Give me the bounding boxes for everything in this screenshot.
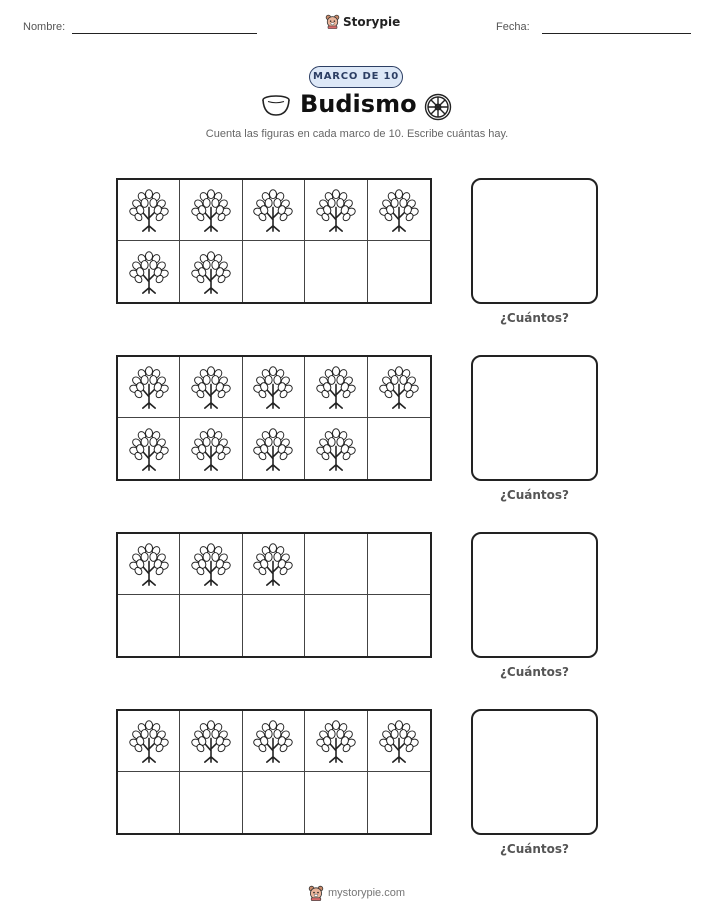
bodhi-tree-icon xyxy=(127,542,171,586)
ten-frame-cell xyxy=(118,534,180,595)
bear-mascot-icon xyxy=(325,14,340,29)
worksheet-type-badge: MARCO DE 10 xyxy=(309,66,403,88)
ten-frame-cell xyxy=(305,595,367,656)
bodhi-tree-icon xyxy=(189,188,233,232)
ten-frame-cell xyxy=(180,711,242,772)
ten-frame-cell xyxy=(368,595,430,656)
ten-frame-cell xyxy=(368,241,430,302)
count-prompt: ¿Cuántos? xyxy=(499,311,570,325)
bodhi-tree-icon xyxy=(251,365,295,409)
bodhi-tree-icon xyxy=(251,427,295,471)
ten-frame-cell xyxy=(180,595,242,656)
dharma-wheel-icon xyxy=(424,93,452,121)
brand-logo xyxy=(325,14,400,29)
bodhi-tree-icon xyxy=(377,719,421,763)
ten-frame-cell xyxy=(118,357,180,418)
ten-frame-cell xyxy=(118,772,180,833)
brand-name: Storypie xyxy=(343,14,401,29)
ten-frame-cell xyxy=(368,534,430,595)
bodhi-tree-icon xyxy=(127,427,171,471)
bodhi-tree-icon xyxy=(189,542,233,586)
bodhi-tree-icon xyxy=(189,719,233,763)
ten-frame-cell xyxy=(305,357,367,418)
ten-frame-cell xyxy=(368,418,430,479)
bodhi-tree-icon xyxy=(127,188,171,232)
ten-frame-cell xyxy=(180,772,242,833)
count-prompt: ¿Cuántos? xyxy=(499,842,570,856)
ten-frame-cell xyxy=(305,711,367,772)
count-prompt: ¿Cuántos? xyxy=(499,665,570,679)
ten-frame-cell xyxy=(243,595,305,656)
date-line[interactable] xyxy=(542,33,691,34)
ten-frame-cell xyxy=(243,534,305,595)
ten-frame-cell xyxy=(305,534,367,595)
ten-frame xyxy=(116,532,432,658)
footer xyxy=(308,885,405,901)
ten-frame-cell xyxy=(118,180,180,241)
answer-box[interactable] xyxy=(471,532,598,658)
ten-frame-cell xyxy=(305,772,367,833)
ten-frame xyxy=(116,355,432,481)
bear-mascot-icon xyxy=(308,885,324,901)
bodhi-tree-icon xyxy=(189,427,233,471)
ten-frame-cell xyxy=(368,772,430,833)
ten-frame-cell xyxy=(118,418,180,479)
ten-frame-cell xyxy=(243,772,305,833)
ten-frame-cell xyxy=(305,180,367,241)
footer-url[interactable]: mystorypie.com xyxy=(328,887,406,899)
ten-frame xyxy=(116,178,432,304)
bodhi-tree-icon xyxy=(314,719,358,763)
ten-frame-cell xyxy=(180,534,242,595)
bodhi-tree-icon xyxy=(189,250,233,294)
answer-box[interactable] xyxy=(471,709,598,835)
ten-frame-cell xyxy=(368,357,430,418)
bodhi-tree-icon xyxy=(314,188,358,232)
ten-frame-cell xyxy=(180,180,242,241)
ten-frame-cell xyxy=(118,595,180,656)
offering-bowl-icon xyxy=(261,94,291,118)
bodhi-tree-icon xyxy=(251,188,295,232)
ten-frame-cell xyxy=(243,418,305,479)
ten-frame xyxy=(116,709,432,835)
ten-frame-cell xyxy=(243,357,305,418)
ten-frame-cell xyxy=(243,711,305,772)
bodhi-tree-icon xyxy=(127,365,171,409)
instructions: Cuenta las figuras en cada marco de 10. Escribe cuántas hay. xyxy=(205,128,509,140)
bodhi-tree-icon xyxy=(314,427,358,471)
ten-frame-cell xyxy=(243,241,305,302)
ten-frame-cell xyxy=(180,241,242,302)
ten-frame-cell xyxy=(368,180,430,241)
ten-frame-cell xyxy=(180,418,242,479)
date-label: Fecha: xyxy=(496,21,530,33)
page-title: Budismo xyxy=(300,90,417,118)
bodhi-tree-icon xyxy=(377,188,421,232)
bodhi-tree-icon xyxy=(127,250,171,294)
ten-frame-cell xyxy=(118,711,180,772)
ten-frame-cell xyxy=(368,711,430,772)
ten-frame-cell xyxy=(243,180,305,241)
bodhi-tree-icon xyxy=(251,719,295,763)
answer-box[interactable] xyxy=(471,178,598,304)
name-line[interactable] xyxy=(72,33,257,34)
ten-frame-cell xyxy=(305,418,367,479)
answer-box[interactable] xyxy=(471,355,598,481)
ten-frame-cell xyxy=(305,241,367,302)
ten-frame-cell xyxy=(118,241,180,302)
count-prompt: ¿Cuántos? xyxy=(499,488,570,502)
bodhi-tree-icon xyxy=(127,719,171,763)
name-label: Nombre: xyxy=(23,21,66,33)
bodhi-tree-icon xyxy=(251,542,295,586)
ten-frame-cell xyxy=(180,357,242,418)
bodhi-tree-icon xyxy=(189,365,233,409)
bodhi-tree-icon xyxy=(377,365,421,409)
bodhi-tree-icon xyxy=(314,365,358,409)
